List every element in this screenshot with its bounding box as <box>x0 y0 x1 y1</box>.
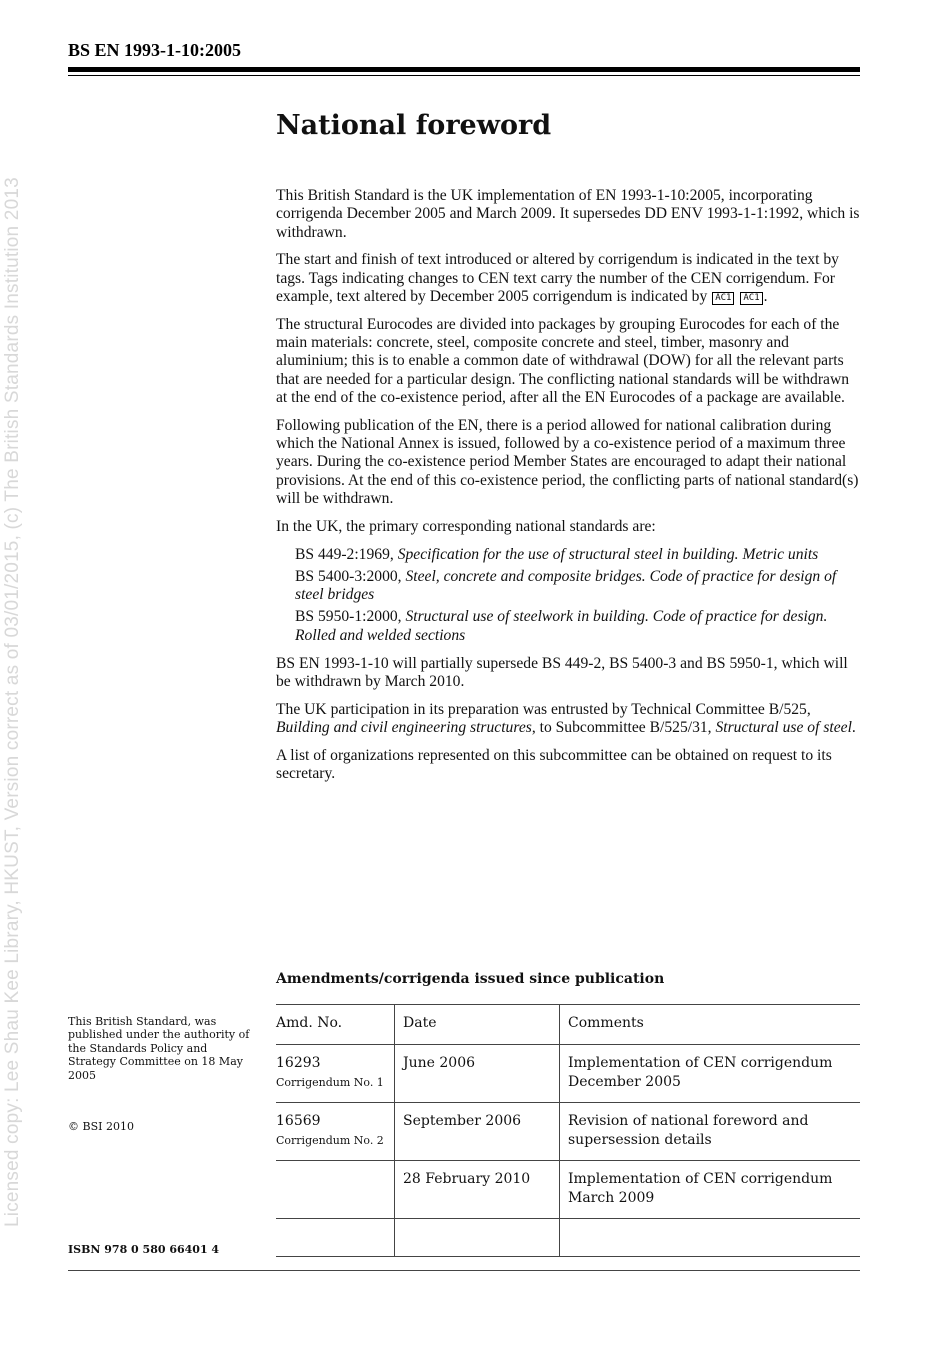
comment-cell: Implementation of CEN corrigendum March 2009 <box>560 1161 861 1219</box>
reference-code: BS 5400-3:2000, <box>295 567 402 585</box>
license-watermark: Licensed copy: Lee Shau Kee Library, HKUST, Version correct as of 03/01/2015, (c) The British Standards Institution 2013 <box>2 177 23 1227</box>
amendments-table <box>276 1004 860 1257</box>
table-row <box>276 1161 860 1219</box>
amd-number: 16569 <box>276 1113 321 1129</box>
paragraph: The structural Eurocodes are divided into packages by grouping Eurocodes for each of the main materials: concrete, steel, composite concrete and steel, timber, masonry and aluminium; this is to enable a common date of withdrawal (DOW) for all the relevant parts that are needed for a particular design. The conflicting national standards will be withdrawn at the end of the co-existence period, after all the EN Eurocodes of a package are available. <box>276 315 850 406</box>
table-header-row <box>276 1005 860 1045</box>
reference-title: Structural use of steelwork in building. Code of practice for design. Rolled and welded sections <box>295 608 828 644</box>
isbn: ISBN 978 0 580 66401 4 <box>68 1243 220 1256</box>
empty-cell <box>560 1219 861 1257</box>
comment-cell: Implementation of CEN corrigendum December 2005 <box>560 1045 861 1103</box>
reference-item <box>295 546 860 564</box>
table-row <box>276 1045 860 1103</box>
date-cell: September 2006 <box>395 1103 560 1161</box>
amd-number: 16293 <box>276 1055 321 1071</box>
date-cell: 28 February 2010 <box>395 1161 560 1219</box>
corrigendum-label: Corrigendum No. 1 <box>276 1076 384 1089</box>
paragraph: Following publication of the EN, there is a period allowed for national calibration during which the National Annex is issued, followed by a co-existence period of a maximum three years. During the co-existence period Member States are encouraged to adapt their national provisions. At the end of this co-existence period, the conflicting parts of national standard(s) will be withdrawn. <box>276 416 859 507</box>
paragraph: A list of organizations represented on this subcommittee can be obtained on request to its secretary. <box>276 746 832 783</box>
footer-rule <box>68 1270 860 1271</box>
column-header: Comments <box>560 1005 861 1045</box>
date-cell: June 2006 <box>395 1045 560 1103</box>
empty-cell <box>276 1219 395 1257</box>
table-row-empty <box>276 1219 860 1257</box>
header-rule-thick <box>68 67 860 72</box>
header-rule-thin <box>68 75 860 76</box>
paragraph-text: The UK participation in its preparation was entrusted by Technical Committee B/525, <box>276 700 811 718</box>
page-title: National foreword <box>276 110 552 141</box>
reference-code: BS 5950-1:2000, <box>295 608 402 626</box>
reference-item <box>295 608 860 645</box>
paragraph: BS EN 1993-1-10 will partially supersede BS 449-2, BS 5400-3 and BS 5950-1, which will be withdrawn by March 2010. <box>276 654 848 690</box>
amendments-heading: Amendments/corrigenda issued since publication <box>276 971 665 987</box>
reference-title: Specification for the use of structural steel in building. Metric units <box>397 545 819 563</box>
reference-item <box>295 568 860 605</box>
paragraph-text: , to Subcommittee B/525/31, <box>531 718 712 736</box>
committee-name: Building and civil engineering structures <box>276 718 532 736</box>
foreword-body <box>276 187 860 793</box>
table-row <box>276 1103 860 1161</box>
amd-number-cell <box>276 1103 395 1161</box>
reference-title: Steel, concrete and composite bridges. Code of practice for design of steel bridges <box>295 567 837 604</box>
standard-id: BS EN 1993-1-10:2005 <box>68 40 242 60</box>
amd-number-cell <box>276 1161 395 1219</box>
subcommittee-name: Structural use of steel <box>715 718 852 736</box>
corrigendum-label: Corrigendum No. 2 <box>276 1134 384 1147</box>
paragraph: The start and finish of text introduced or altered by corrigendum is indicated in the text by tags. Tags indicating changes to CEN text carry the number of the CEN corrigendum. For example, text altered by December 2005 corrigendum is indicated by AC1 AC1 . <box>276 251 839 305</box>
paragraph: This British Standard is the UK implementation of EN 1993-1-10:2005, incorporating corrigenda December 2005 and March 2009. It supersedes DD ENV 1993-1-1:1992, which is withdrawn. <box>276 187 860 241</box>
comment-cell: Revision of national foreword and supersession details <box>560 1103 861 1161</box>
paragraph-text: The start and finish of text introduced or altered by corrigendum is indicated in the text by tags. Tags indicating changes to CEN text carry the number of the CEN corrigendum. For example, text altered by December 2005 corrigendum is indicated by <box>276 251 839 305</box>
publication-note: This British Standard, was published under the authority of the Standards Policy and Strategy Committee on 18 May 2005 <box>68 1015 250 1082</box>
empty-cell <box>395 1219 560 1257</box>
copyright-notice: © BSI 2010 <box>68 1120 134 1133</box>
column-header: Amd. No. <box>276 1005 395 1045</box>
paragraph: In the UK, the primary corresponding national standards are: <box>276 517 656 535</box>
paragraph: The UK participation in its preparation was entrusted by Technical Committee B/525, Building and civil engineering structures, to Subcommittee B/525/31, Structural use of steel. <box>276 700 856 736</box>
corrigendum-start-tag: AC1 <box>712 292 734 305</box>
column-header: Date <box>395 1005 560 1045</box>
reference-code: BS 449-2:1969, <box>295 545 394 563</box>
amd-number-cell <box>276 1045 395 1103</box>
corrigendum-end-tag: AC1 <box>740 292 762 305</box>
